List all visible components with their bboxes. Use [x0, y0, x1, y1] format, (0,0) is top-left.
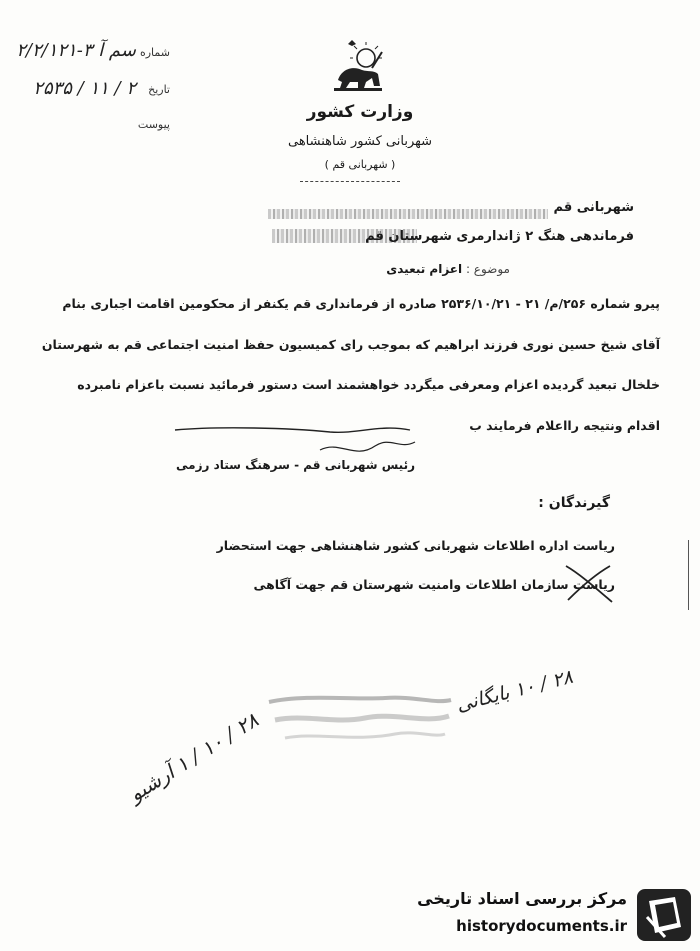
body-line-4: اقدام ونتیجه رااعلام فرمایند ب — [469, 418, 660, 433]
date-label: تاریخ — [148, 83, 170, 96]
signature-text: رئیس شهربانی قم - سرهنگ ستاد رزمی — [176, 458, 415, 472]
addressee-2: فرماندهی هنگ ۲ ژاندارمری شهرستان قم — [365, 229, 634, 244]
body-line-3: خلخال تبعید گردیده اعزام ومعرفی میگردد خواهشمند است دستور فرمائید نسبت باعزام نامبرده — [77, 377, 660, 392]
lion-and-sun-emblem-icon — [328, 38, 388, 96]
right-edge-line — [688, 540, 689, 610]
watermark-title: مرکز بررسی اسناد تاریخی — [417, 889, 627, 908]
subject-value: اعزام تبعیدی — [386, 262, 463, 276]
handwritten-note-left: ۲۸ / ۱۰ / ۱ آرشیو — [124, 707, 263, 807]
office-title: شهربانی کشور شاهنشاهی — [287, 134, 432, 149]
handwritten-note-right: ۲۸ / ۱۰ بایگانی — [454, 665, 576, 717]
redaction-1 — [268, 209, 548, 219]
meta-block — [12, 38, 172, 138]
attachment-label: پیوست — [137, 118, 170, 131]
stamp-scribble-icon — [265, 690, 455, 750]
recipient-2: ریاست سازمان اطلاعات وامنیت شهرستان قم جهت آگاهی — [253, 577, 615, 592]
recipient-1: ریاست اداره اطلاعات شهربانی کشور شاهنشاهی جهت استحضار — [216, 538, 615, 553]
archive-logo-icon — [635, 887, 693, 943]
watermark — [410, 885, 695, 945]
subject-label: موضوع : — [465, 262, 510, 276]
number-label: شماره — [139, 46, 170, 59]
addressee-1: شهربانی قم — [553, 200, 634, 215]
recipients-title: گیرندگان : — [538, 495, 610, 511]
body-line-2: آقای شیخ حسین نوری فرزند ابراهیم که بموجب رای کمیسیون حفظ امنیت اجتماعی قم به شهرستان — [41, 337, 660, 352]
handwritten-date: ۲ / ۱۱ / ۲۵۳۵ — [33, 78, 136, 99]
cross-mark-icon — [560, 560, 620, 608]
body-line-1: پیرو شماره ۲۵۶/م/ ۲۱ - ۲۵۳۶/۱۰/۲۱ صادره از فرمانداری قم یکنفر از محکومین اقامت اجباری بنام — [62, 296, 660, 311]
subject-line — [386, 262, 510, 276]
watermark-url: historydocuments.ir — [456, 917, 627, 935]
branch-title: ( شهربانی قم ) — [324, 158, 396, 171]
header-divider — [300, 181, 400, 182]
ministry-title: وزارت کشور — [306, 102, 414, 122]
handwritten-number: سم آ ۳-۲/۲/۱۲۱ — [16, 40, 136, 61]
